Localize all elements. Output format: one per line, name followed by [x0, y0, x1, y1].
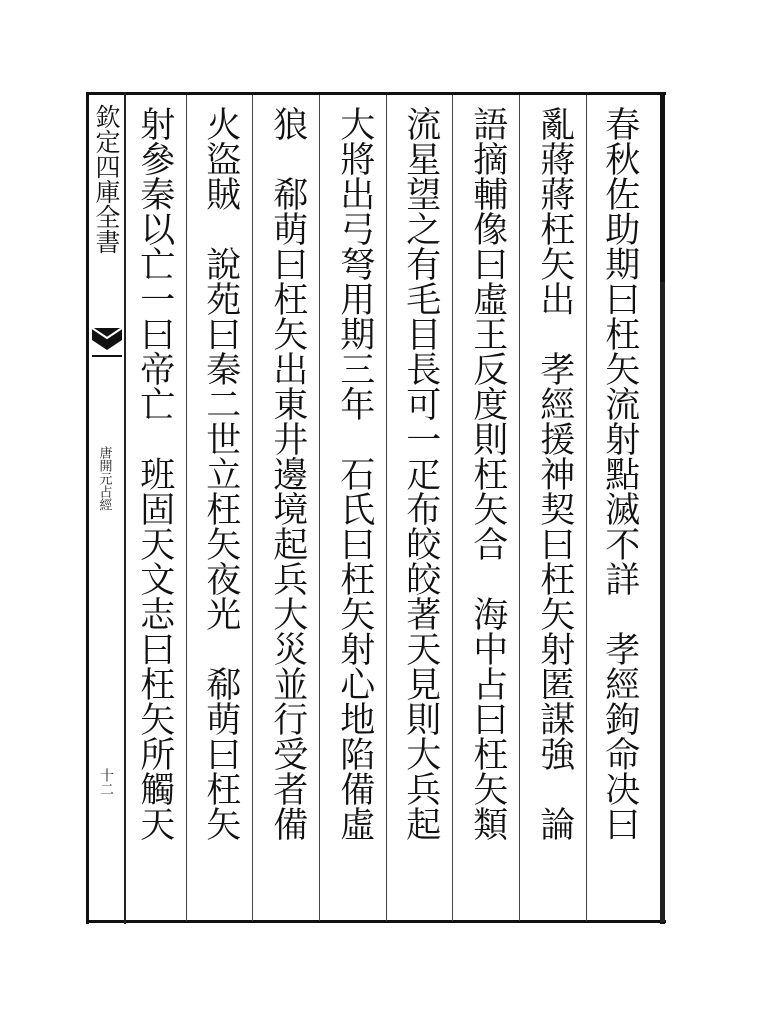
text-column-4: 流星望之有毛目長可一疋布皎皎著天見則大兵起 [400, 106, 441, 841]
frame-top-border [86, 92, 666, 95]
column-rule [252, 95, 253, 921]
text-column-5: 大將出弓弩用期三年 石氏曰枉矢射心地陷備虛 [334, 106, 375, 841]
column-rule [519, 95, 520, 921]
text-column-1: 春秋佐助期曰枉矢流射點滅不詳 孝經鉤命决曰 [599, 106, 640, 841]
column-rule [586, 95, 587, 921]
column-rule [386, 95, 387, 921]
frame-bottom-border [86, 920, 666, 923]
text-column-3: 語摘輔像曰虛王反度則枉矢合 海中占曰枉矢類 [467, 106, 508, 841]
text-column-8: 射參秦以亡一曰帝亡 班固天文志曰枉矢所觸天 [134, 106, 175, 841]
page-number: 十二 [98, 768, 114, 796]
column-rule [319, 95, 320, 921]
book-title: 欽定四庫全書 [92, 104, 121, 254]
fish-tail-mark-icon [90, 326, 124, 366]
text-column-7: 火盜賊 說苑曰秦二世立枉矢夜光 郗萌曰枉矢 [200, 106, 241, 841]
column-rule [452, 95, 453, 921]
text-column-2: 亂蔣蔣枉矢出 孝經援神契曰枉矢射匿謀強 論 [534, 106, 575, 841]
column-rule [186, 95, 187, 921]
chapter-label: 唐開元占經 [96, 446, 112, 511]
text-column-6: 狼 郗萌曰枉矢出東井邊境起兵大災並行受者備 [267, 106, 308, 841]
page-edge-bar [660, 282, 665, 922]
